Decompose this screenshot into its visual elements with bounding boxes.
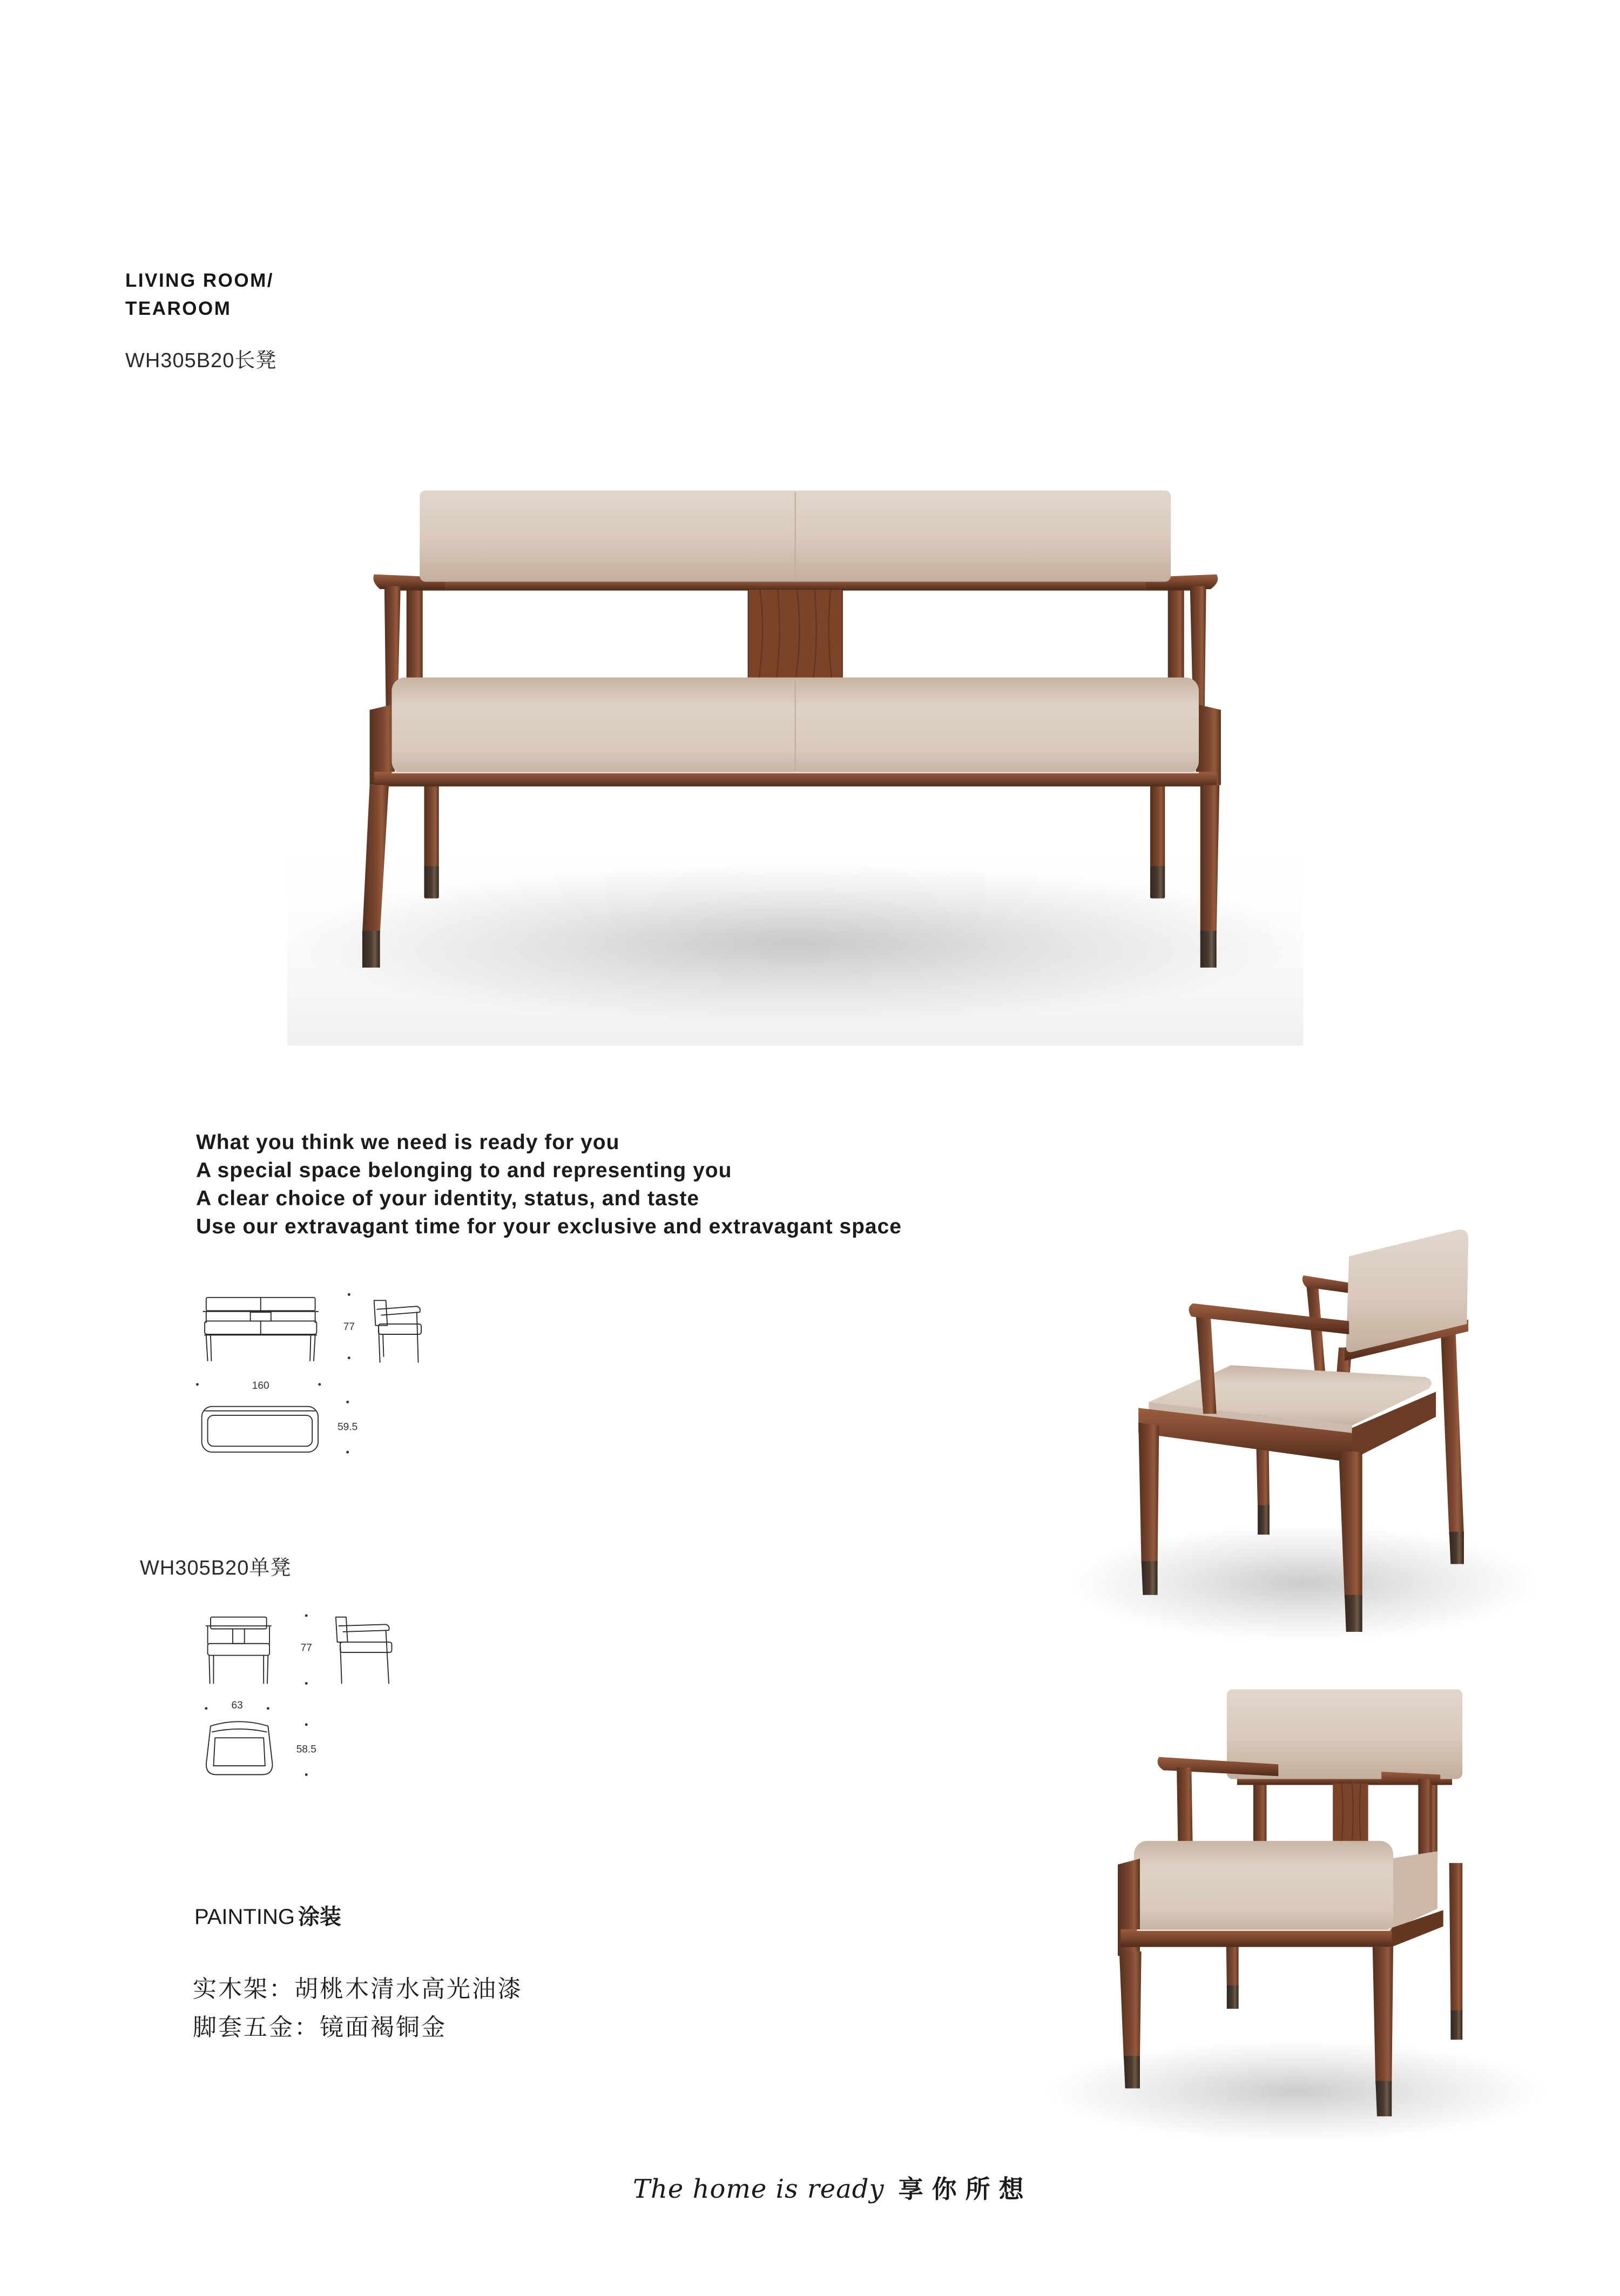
bench-back-leg-right <box>1150 769 1165 899</box>
tagline-line: A special space belonging to and representing you <box>196 1159 732 1182</box>
chair-depth-label: 58.5 <box>296 1744 316 1755</box>
bench-back-post-left <box>407 583 423 689</box>
bench-center-splat <box>748 589 842 682</box>
painting-spec-hardware: 脚套五金：镜面褐铜金 <box>193 2014 447 2041</box>
armchair-back-leg-right <box>1440 1318 1464 1564</box>
dimension-dot <box>196 1383 199 1386</box>
chair-dimension-marks <box>205 1614 307 1775</box>
armchair-seat-apron <box>1120 1929 1393 1947</box>
bench-foot-cap <box>1150 866 1165 899</box>
armchair-photo-angle <box>1068 1230 1539 1642</box>
bench-seat-apron <box>374 772 1217 786</box>
dimension-dot <box>305 1614 308 1617</box>
armchair-foot-cap <box>1375 2081 1392 2116</box>
dimension-dot <box>205 1707 207 1710</box>
tagline-line: A clear choice of your identity, status, and taste <box>196 1187 700 1210</box>
painting-spec-frame: 实木架：胡桃木清水高光油漆 <box>193 1976 523 2002</box>
chair-width-label: 63 <box>231 1699 243 1711</box>
dimension-dot <box>348 1356 350 1359</box>
dimension-dot <box>346 1401 349 1403</box>
bench-photo <box>287 490 1304 1045</box>
armchair-near-arm <box>1189 1304 1349 1334</box>
painting-heading-en: PAINTING <box>194 1905 295 1929</box>
bench-back-leg-left <box>424 769 438 899</box>
chair-model-name: WH305B20单凳 <box>140 1557 292 1579</box>
painting-heading <box>194 1900 341 1930</box>
armchair-back-leg-right <box>1449 1863 1463 2040</box>
chair-top-drawing <box>206 1721 273 1774</box>
category-line-2: TEAROOM <box>125 298 232 319</box>
armchair-foot-cap <box>1142 1561 1158 1595</box>
bench-top-drawing <box>202 1407 318 1453</box>
armchair-foot-cap <box>1258 1505 1270 1535</box>
armchair-foot-cap <box>1449 1531 1464 1564</box>
bench-dimension-marks <box>196 1293 350 1454</box>
tagline-line: What you think we need is ready for you <box>196 1131 620 1154</box>
bench-foot-cap <box>362 931 380 968</box>
bench-foot-cap <box>1200 931 1217 968</box>
bench-backrest-cushion <box>420 490 1171 582</box>
footer-slogan: 享你所想 <box>898 2175 1032 2203</box>
dimension-dot <box>348 1293 350 1296</box>
chair-front-drawing <box>206 1617 271 1684</box>
armchair-seat-cushion <box>1134 1841 1393 1932</box>
armchair-foot-cap <box>1124 2056 1140 2088</box>
bench-depth-label: 59.5 <box>338 1421 358 1433</box>
bench-back-post-right <box>1168 583 1184 689</box>
painting-heading-cn: 涂装 <box>298 1905 341 1929</box>
bench-height-label: 77 <box>343 1321 355 1333</box>
bench-width-label: 160 <box>252 1380 269 1392</box>
tagline-line: Use our extravagant time for your exclusive and extravagant space <box>196 1215 902 1238</box>
armchair-shadow <box>1068 1524 1539 1642</box>
painting-spec-list <box>193 1970 523 2047</box>
dimension-dot <box>318 1383 321 1386</box>
dimension-dot <box>305 1723 308 1726</box>
armchair-shadow <box>1045 2040 1546 2143</box>
bench-foot-cap <box>424 866 438 899</box>
dimension-dot <box>305 1773 308 1776</box>
dimension-dot <box>305 1682 308 1685</box>
armchair-photo-front <box>1045 1689 1546 2143</box>
armchair-foot-cap <box>1345 1595 1362 1632</box>
bench-seat-cushion <box>392 678 1199 775</box>
section-category <box>125 267 274 323</box>
category-line-1: LIVING ROOM/ <box>125 270 274 291</box>
armchair-arm-post-right <box>1418 1779 1432 1859</box>
armchair-foot-cap <box>1227 1986 1239 2009</box>
tagline-block <box>196 1129 902 1241</box>
chair-side-drawing <box>336 1617 392 1684</box>
chair-height-label: 77 <box>300 1642 312 1654</box>
footer-script-text: The home is ready <box>633 2174 885 2204</box>
dimension-dot <box>267 1707 269 1710</box>
dimension-dot <box>346 1451 349 1454</box>
footer-brand-line <box>633 2170 1032 2205</box>
bench-front-drawing <box>203 1298 318 1361</box>
armchair-foot-cap <box>1450 2010 1462 2040</box>
bench-model-name: WH305B20长凳 <box>125 349 277 372</box>
bench-side-drawing <box>374 1300 421 1362</box>
